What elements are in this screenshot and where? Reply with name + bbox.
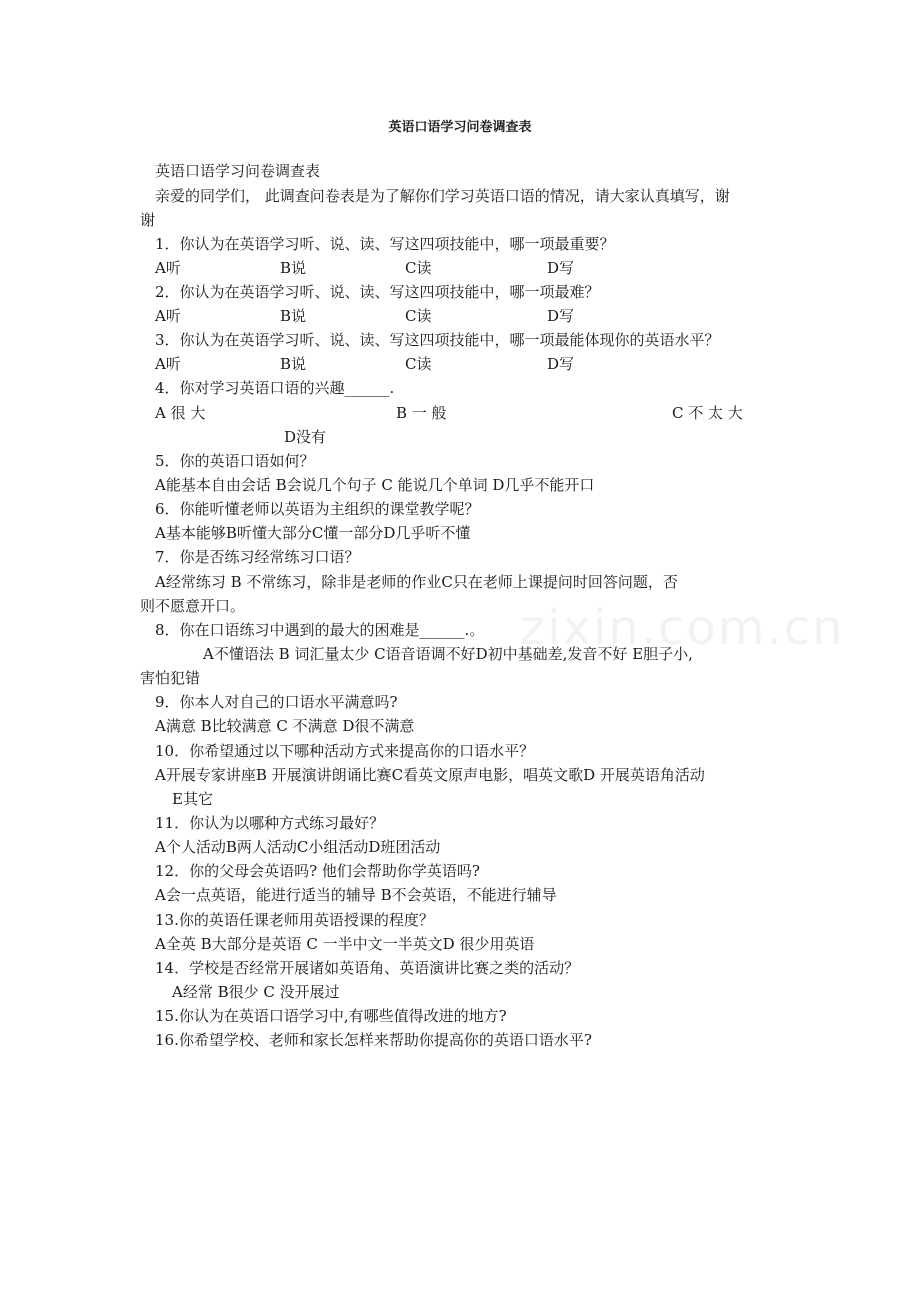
question-7: 7．你是否练习经常练习口语？: [155, 548, 360, 566]
question-8-options-line-1: A不懂语法 B 词汇量太少 C语音语调不好D初中基础差,发音不好 E胆子小,: [203, 645, 693, 663]
question-2: 2．你认为在英语学习听、说、读、写这四项技能中，哪一项最难？: [155, 283, 600, 301]
option-b: B说: [280, 307, 307, 325]
option-c: C 不 太 大: [672, 404, 743, 422]
question-14: 14．学校是否经常开展诸如英语角、英语演讲比赛之类的活动？: [155, 959, 580, 977]
question-16: 16.你希望学校、老师和家长怎样来帮助你提高你的英语口语水平?: [155, 1031, 592, 1049]
question-11: 11．你认为以哪种方式练习最好？: [155, 814, 385, 832]
option-b: B 一 般: [396, 404, 447, 422]
question-6: 6．你能听懂老师以英语为主组织的课堂教学呢？: [155, 500, 480, 518]
question-5-options: A能基本自由会话 B会说几个句子 C 能说几个单词 D几乎不能开口: [155, 476, 595, 494]
question-13: 13.你的英语任课老师用英语授课的程度？: [155, 911, 434, 929]
option-a: A听: [155, 307, 181, 325]
question-6-options: A基本能够B听懂大部分C懂一部分D几乎听不懂: [155, 524, 471, 542]
question-12: 12．你的父母会英语吗? 他们会帮助你学英语吗?: [155, 862, 480, 880]
question-4: 4．你对学习英语口语的兴趣______.: [155, 379, 395, 397]
option-c: C读: [405, 259, 432, 277]
question-4-option-d: D没有: [284, 428, 327, 446]
option-b: B说: [280, 355, 307, 373]
question-5: 5．你的英语口语如何？: [155, 452, 315, 470]
question-11-options: A个人活动B两人活动C小组活动D班团活动: [155, 838, 441, 856]
question-13-options: A全英 B大部分是英语 C 一半中文一半英文D 很少用英语: [155, 935, 535, 953]
document-title: 英语口语学习问卷调查表: [388, 120, 532, 135]
question-3: 3．你认为在英语学习听、说、读、写这四项技能中，哪一项最能体现你的英语水平？: [155, 331, 720, 349]
question-8-options-line-2: 害怕犯错: [140, 669, 201, 687]
option-c: C读: [405, 355, 432, 373]
option-a: A 很 大: [155, 404, 206, 422]
question-7-options-line-1: A经常练习 B 不常练习，除非是老师的作业C只在老师上课提问时回答问题，否: [155, 573, 678, 591]
option-c: C读: [405, 307, 432, 325]
option-a: A听: [155, 355, 181, 373]
question-15: 15.你认为在英语口语学习中,有哪些值得改进的地方?: [155, 1007, 507, 1025]
heading: 英语口语学习问卷调查表: [155, 162, 321, 180]
question-8: 8．你在口语练习中遇到的最大的困难是______.。: [155, 621, 485, 639]
option-d: D写: [547, 355, 575, 373]
option-b: B说: [280, 259, 307, 277]
question-7-options-line-2: 则不愿意开口。: [140, 597, 246, 615]
intro-line-1: 亲爱的同学们， 此调查问卷表是为了解你们学习英语口语的情况，请大家认真填写，谢: [155, 187, 730, 205]
question-10-options-line-2: E其它: [172, 790, 213, 808]
question-9-options: A满意 B比较满意 C 不满意 D很不满意: [155, 717, 415, 735]
option-a: A听: [155, 259, 181, 277]
option-d: D写: [547, 259, 575, 277]
question-10: 10．你希望通过以下哪种活动方式来提高你的口语水平？: [155, 742, 535, 760]
question-12-options: A会一点英语，能进行适当的辅导 B不会英语，不能进行辅导: [155, 886, 557, 904]
question-14-options: A经常 B很少 C 没开展过: [172, 983, 340, 1001]
question-10-options-line-1: A开展专家讲座B 开展演讲朗诵比赛C看英文原声电影，唱英文歌D 开展英语角活动: [155, 766, 705, 784]
question-1: 1．你认为在英语学习听、说、读、写这四项技能中，哪一项最重要？: [155, 235, 615, 253]
option-d: D写: [547, 307, 575, 325]
question-9: 9．你本人对自己的口语水平满意吗?: [155, 693, 398, 711]
watermark: zixin.com.cn: [520, 600, 845, 656]
intro-line-2: 谢: [140, 211, 156, 229]
